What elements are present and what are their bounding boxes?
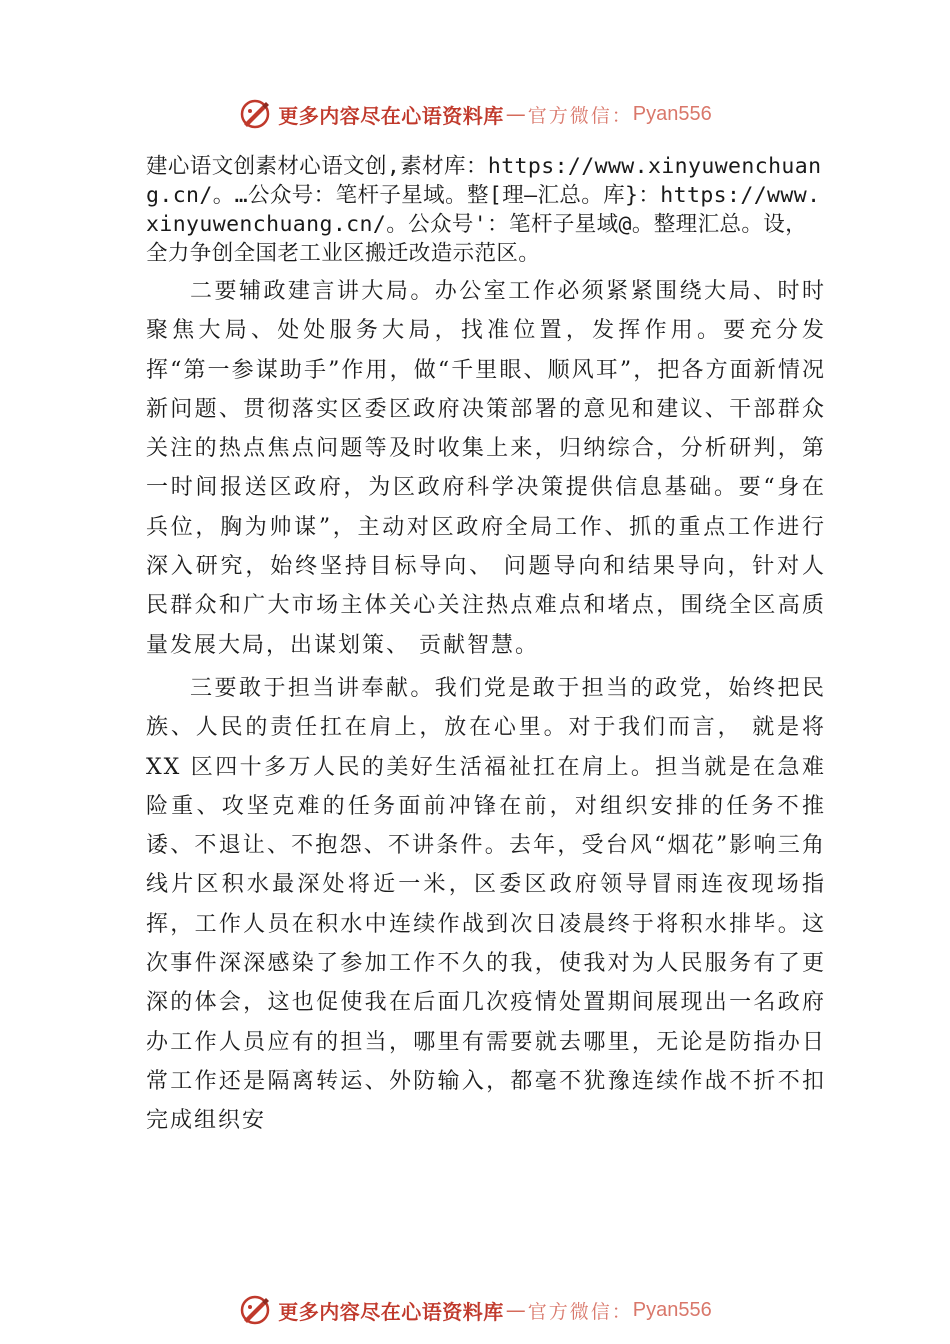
header-banner bbox=[0, 94, 950, 134]
banner-official-label: 官方微信： bbox=[527, 104, 633, 127]
paragraph-3: 三要敢于担当讲奉献。我们党是敢于担当的政党，始终把民族、人民的责任扛在肩上，放在心里。对于我们而言， 就是将 XX 区四十多万人民的美好生活福祉扛在肩上。担当就是在急难险重、攻坚克难的任务面前冲锋在前，对组织安排的任务不推诿、不退让、不抱怨、不讲条件。去年，受台风“烟花”影响三角线片区积水最深处将近一米，区委区政府领导冒雨连夜现场指挥，工作人员在积水中连续作战到次日凌晨终于将积水排毕。这次事件深深感染了参加工作不久的我，使我对为人民服务有了更深的体会，这也促使我在后面几次疫情处置期间展现出一名政府办工作人员应有的担当，哪里有需要就去哪里，无论是防指办日常工作还是隔离转运、外防输入，都毫不犹豫连续作战不折不扣完成组织安 bbox=[146, 675, 826, 1134]
pen-seal-icon bbox=[238, 97, 272, 131]
footer-wechat-id: Pyan556 bbox=[632, 1298, 712, 1321]
footer-official-label: 官方微信： bbox=[527, 1300, 633, 1323]
paragraph-2: 二要辅政建言讲大局。办公室工作必须紧紧围绕大局、时时聚焦大局、处处服务大局，找准位置，发挥作用。要充分发挥“第一参谋助手”作用，做“千里眼、顺风耳”，把各方面新情况新问题、贯彻落实区委区政府决策部署的意见和建议、干部群众关注的热点焦点问题等及时收集上来，归纳综合，分析研判，第一时间报送区政府，为区政府科学决策提供信息基础。要“身在兵位，胸为帅谋”，主动对区政府全局工作、抓的重点工作进行深入研究，始终坚持目标导向、 问题导向和结果导向，针对人民群众和广大市场主体关心关注热点难点和堵点，围绕全区高质量发展大局，出谋划策、 贡献智慧。 bbox=[146, 279, 826, 658]
footer-brand-text: 更多内容尽在心语资料库 bbox=[278, 1299, 504, 1324]
pen-seal-icon bbox=[238, 1293, 272, 1327]
banner-separator: — bbox=[505, 102, 526, 126]
banner-wechat-id: Pyan556 bbox=[632, 102, 712, 125]
document-body bbox=[146, 152, 826, 1141]
footer-banner bbox=[0, 1290, 950, 1330]
footer-separator: — bbox=[505, 1298, 526, 1322]
paragraph-1: 建心语文创素材心语文创,素材库：https://www.xinyuwenchuang.cn/。…公众号：笔杆子星域。整[理—汇总。库}：https://www.xinyuwenchuang.cn/。公众号'：笔杆子星域@。整理汇总。设，全力争创全国老工业区搬迁改造示范区。 bbox=[146, 154, 822, 266]
banner-brand-text: 更多内容尽在心语资料库 bbox=[278, 103, 504, 128]
